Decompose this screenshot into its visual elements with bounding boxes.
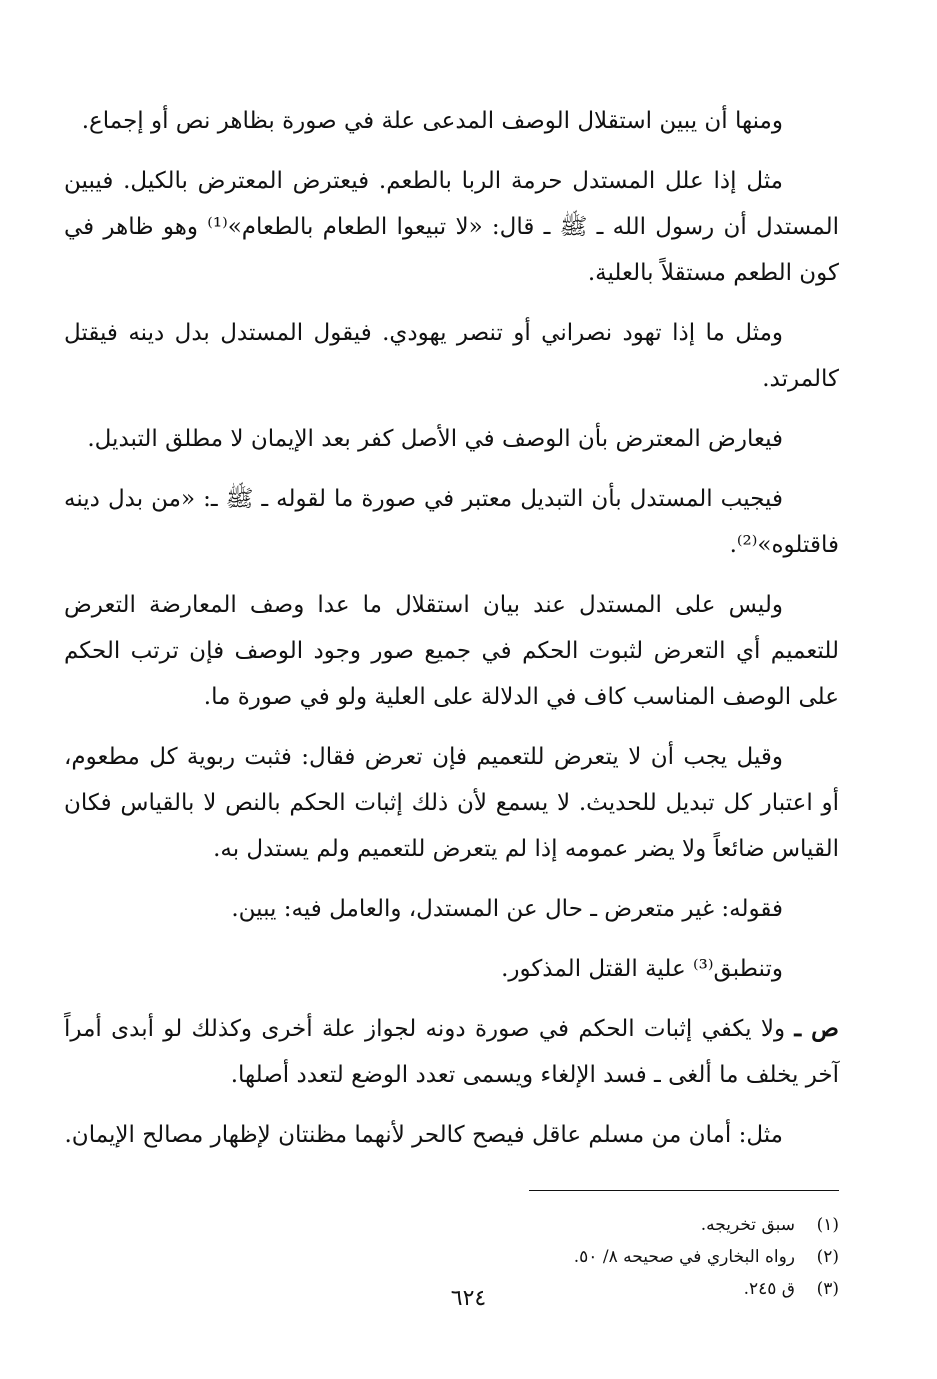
paragraph-text: فيجيب المستدل بأن التبديل معتبر في صورة ما لقوله ـ ﷺ ـ: «من بدل دينه فاقتلوه»⁽²⁾.	[64, 486, 839, 558]
footnote-number: (٢)	[816, 1247, 839, 1267]
paragraph-text: فقوله: غير متعرض ـ حال عن المستدل، والعامل فيه: يبين.	[231, 896, 783, 922]
paragraph	[64, 476, 839, 568]
paragraph-text: فيعارض المعترض بأن الوصف في الأصل كفر بعد الإيمان لا مطلق التبديل.	[87, 426, 783, 452]
paragraph	[64, 1112, 839, 1158]
paragraph	[64, 886, 839, 932]
paragraph-text: وتنطبق⁽³⁾ علية القتل المذكور.	[501, 956, 783, 982]
footnote-text: ق ٢٤٥.	[743, 1279, 795, 1299]
body-text	[64, 98, 839, 1158]
paragraph-text: ولا يكفي إثبات الحكم في صورة دونه لجواز علة أخرى وكذلك لو أبدى أمراً آخر يخلف ما ألغى ـ فسد الإلغاء ويسمى تعدد الوضع لتعدد أصلها.	[64, 1016, 839, 1088]
paragraph	[64, 734, 839, 872]
footnote-number: (١)	[816, 1215, 839, 1235]
footnote	[64, 1241, 839, 1273]
paragraph	[64, 582, 839, 720]
section-marker: ص ـ	[794, 1015, 839, 1042]
footnote-text: رواه البخاري في صحيحه ٨/ ٥٠.	[573, 1247, 795, 1267]
paragraph	[64, 98, 839, 144]
paragraph	[64, 310, 839, 402]
paragraph-text: ومنها أن يبين استقلال الوصف المدعى علة في صورة بظاهر نص أو إجماع.	[81, 108, 783, 134]
footnote-number: (٣)	[816, 1279, 839, 1299]
paragraph	[64, 416, 839, 462]
footnote-text: سبق تخريجه.	[700, 1215, 795, 1235]
paragraph	[64, 158, 839, 296]
page-number: ٦٢٤	[450, 1286, 487, 1311]
paragraph-text: مثل: أمان من مسلم عاقل فيصح كالحر لأنهما مظنتان لإظهار مصالح الإيمان.	[64, 1122, 783, 1148]
paragraph	[64, 946, 839, 992]
paragraph-text: وليس على المستدل عند بيان استقلال ما عدا وصف المعارضة التعرض للتعميم أي التعرض لثبوت الحكم في جميع صور وجود الوصف فإن ترتب الحكم على الوصف المناسب كاف في الدلالة على العلية ولو في صورة ما.	[64, 592, 839, 710]
paragraph-text: مثل إذا علل المستدل حرمة الربا بالطعم. فيعترض المعترض بالكيل. فيبين المستدل أن رسول الله ـ ﷺ ـ قال: «لا تبيعوا الطعام بالطعام»⁽¹⁾ وهو ظاهر في كون الطعم مستقلاً بالعلية.	[64, 168, 839, 286]
paragraph-text: ومثل ما إذا تهود نصراني أو تنصر يهودي. فيقول المستدل بدل دينه فيقتل كالمرتد.	[64, 320, 839, 392]
footnote-divider	[529, 1190, 839, 1191]
footnote	[64, 1209, 839, 1241]
paragraph-text: وقيل يجب أن لا يتعرض للتعميم فإن تعرض فقال: فثبت ربوية كل مطعوم، أو اعتبار كل تبديل للحديث. لا يسمع لأن ذلك إثبات الحكم بالنص لا بالقياس فكان القياس ضائعاً ولا يضر عمومه إذا لم يتعرض للتعميم ولم يستدل به.	[64, 744, 839, 862]
paragraph	[64, 1006, 839, 1098]
